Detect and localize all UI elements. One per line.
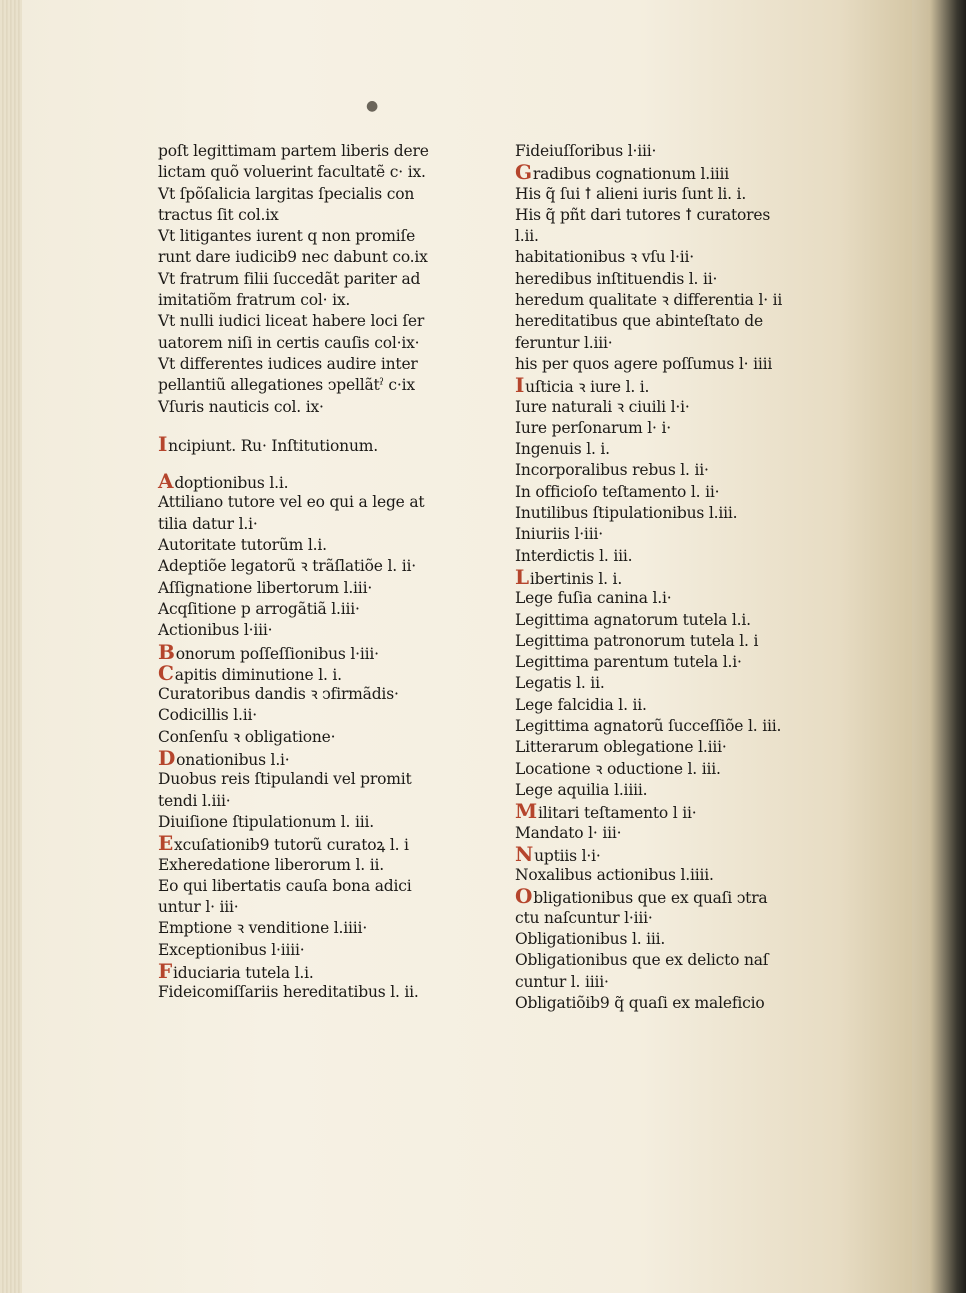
line-text: Vt differentes iudices audire inter [158, 354, 418, 373]
line-text: Fideiuſſoribus l·iii· [515, 142, 657, 160]
rubricated-initial: C [158, 660, 174, 685]
text-line [158, 620, 478, 641]
line-text: Inutilibus ſtipulationibus l.iii. [515, 504, 738, 523]
line-text: bligationibus que ex quaſi ↄtra [533, 889, 768, 908]
line-text: Incorporalibus rebus l. ii· [515, 461, 709, 480]
text-line [515, 141, 845, 162]
line-text: Exceptionibus l·iiii· [158, 940, 305, 959]
rubricated-initial: I [515, 373, 525, 398]
line-text: Exheredatione liberorum l. ii. [158, 855, 384, 874]
text-line [515, 865, 845, 886]
line-text: l.ii. [515, 227, 539, 246]
text-line [515, 290, 845, 311]
line-text: Curatoribus dandis ꝛ ↄfirmãdis· [158, 685, 399, 704]
line-text: Adeptiõe legatorũ ꝛ trãſlatiõe l. ii· [158, 557, 416, 576]
text-line [158, 918, 478, 939]
text-line [515, 503, 845, 524]
text-line [515, 397, 845, 418]
line-text: Lege fuſia canina l.i· [515, 589, 672, 608]
line-text: onorum poſſeſſionibus l·iii· [175, 644, 379, 663]
line-text: Vt litigantes iurent q non promiſe [158, 227, 416, 246]
line-text: tilia datur l.i· [158, 514, 258, 533]
rubricated-initial: A [158, 469, 174, 494]
line-text: Iure perſonarum l· i· [515, 418, 671, 437]
line-text: habitationibus ꝛ vſu l·ii· [515, 248, 695, 267]
section-gap [158, 455, 478, 471]
line-text: Iure naturali ꝛ ciuili l·i· [515, 397, 690, 416]
text-line [515, 375, 845, 396]
text-line [515, 184, 845, 205]
line-text: Autoritate tutorũm l.i. [158, 536, 327, 555]
text-line [515, 610, 845, 631]
text-line [158, 397, 478, 418]
line-text: hereditatibus que abinteſtato de [515, 312, 763, 331]
line-text: Actionibus l·iii· [158, 621, 273, 640]
page-edge [0, 0, 22, 1293]
rubricated-initial: N [515, 841, 534, 866]
text-line [515, 205, 845, 226]
line-text: Attiliano tutore vel eo qui a lege at [158, 493, 425, 512]
line-text: feruntur l.iii· [515, 333, 613, 352]
line-text: Emptione ꝛ venditione l.iiii· [158, 919, 368, 938]
text-line [158, 791, 478, 812]
line-text: Obligationibus l. iii. [515, 929, 666, 948]
line-text: his per quos agere poſſumus l· iiii [515, 354, 773, 373]
line-text: In officioſo teſtamento l. ii· [515, 482, 720, 501]
left-column [158, 141, 478, 1004]
text-line [515, 311, 845, 332]
text-line [515, 737, 845, 758]
line-text: xcuſationib9 tutorũ curatoꝝ l. i [174, 836, 409, 855]
text-line [158, 431, 478, 456]
line-text: Obligatiõib9 q̃ quaſi ex maleficio [515, 993, 765, 1012]
text-line [158, 311, 478, 332]
text-line [158, 684, 478, 705]
text-line [158, 354, 478, 375]
rubricated-initial: O [515, 884, 533, 909]
right-column [515, 141, 845, 1014]
text-line [158, 535, 478, 556]
text-line [158, 982, 478, 1003]
line-text: ibertinis l. i. [529, 569, 623, 588]
line-text: ncipiunt. Ru· Inſtitutionum. [168, 436, 378, 455]
text-line [515, 482, 845, 503]
text-line [158, 556, 478, 577]
text-line [515, 524, 845, 545]
line-text: Iniuriis l·iii· [515, 525, 603, 544]
line-text: doptionibus l.i. [174, 474, 289, 493]
line-text: Legittima agnatorũ ſucceſſiõe l. iii. [515, 717, 782, 736]
text-line [515, 695, 845, 716]
text-line [515, 631, 845, 652]
text-line [515, 972, 845, 993]
rubricated-initial: F [158, 958, 172, 983]
text-line [158, 290, 478, 311]
text-line [158, 660, 478, 685]
line-text: heredibus inſtituendis l. ii· [515, 269, 718, 288]
line-text: iduciaria tutela l.i. [173, 963, 314, 982]
ink-spot-icon: ● [366, 98, 379, 114]
line-text: apitis diminutione l. i. [174, 665, 342, 684]
rubricated-initial: B [158, 639, 175, 664]
line-text: imitatiõm fratrum col· ix. [158, 291, 351, 310]
line-text: Mandato l· iii· [515, 823, 622, 842]
line-text: uptiis l·i· [534, 846, 601, 865]
line-text: uatorem niſi in certis cauſis col·ix· [158, 333, 420, 352]
line-text: runt dare iudicib9 nec dabunt co.ix [158, 248, 428, 267]
text-line [158, 876, 478, 897]
text-line [515, 673, 845, 694]
line-text: Fideicomiſſariis hereditatibus l. ii. [158, 983, 419, 1002]
line-text: Duobus reis ſtipulandi vel promit [158, 770, 412, 789]
line-text: Locatione ꝛ oductione l. iii. [515, 759, 721, 778]
text-line [515, 460, 845, 481]
text-line [515, 841, 845, 866]
text-line [158, 226, 478, 247]
book-spine [906, 0, 966, 1293]
text-line [515, 162, 845, 183]
text-line [158, 897, 478, 918]
section-gap [158, 418, 478, 434]
text-line [158, 727, 478, 748]
text-line [515, 886, 845, 907]
text-line [515, 439, 845, 460]
text-line [158, 247, 478, 268]
line-text: Legittima agnatorum tutela l.i. [515, 610, 751, 629]
text-line [515, 716, 845, 737]
text-line [515, 759, 845, 780]
line-text: heredum qualitate ꝛ differentia l· ii [515, 291, 783, 310]
line-text: Legittima patronorum tutela l. i [515, 631, 759, 650]
line-text: Ingenuis l. i. [515, 440, 610, 459]
line-text: onationibus l.i· [176, 751, 290, 770]
text-line [158, 333, 478, 354]
text-line [158, 769, 478, 790]
line-text: ilitari teſtamento l ii· [537, 804, 697, 823]
text-line [515, 418, 845, 439]
text-line [515, 652, 845, 673]
text-line [515, 564, 845, 589]
line-text: His q̃ pñt dari tutores ꝉ curatores [515, 205, 771, 224]
rubricated-initial: M [515, 799, 537, 824]
text-line [515, 908, 845, 929]
line-text: Vt nulli iudici liceat habere loci ſer [158, 312, 425, 331]
line-text: Eo qui libertatis cauſa bona adici [158, 876, 412, 895]
line-text: Aſſignatione libertorum l.iii· [158, 578, 373, 597]
line-text: Noxalibus actionibus l.iiii. [515, 866, 714, 885]
line-text: tractus ſit col.ix [158, 205, 279, 224]
line-text: poſt legittimam partem liberis dere [158, 142, 429, 160]
text-line [515, 780, 845, 801]
line-text: lictam quõ voluerint facultatẽ c· ix. [158, 163, 426, 182]
rubricated-initial: L [515, 564, 529, 589]
text-line [158, 471, 478, 492]
text-line [158, 940, 478, 961]
line-text: Lege aquilia l.iiii. [515, 780, 648, 799]
line-text: His q̃ ſui ꝉ alieni iuris ſunt li. i. [515, 184, 747, 203]
line-text: Vt ſpõſalicia largitas ſpecialis con [158, 184, 415, 203]
rubricated-initial: E [158, 831, 174, 856]
text-line [158, 599, 478, 620]
line-text: tendi l.iii· [158, 791, 231, 810]
line-text: Obligationibus que ex delicto naſ [515, 951, 769, 970]
text-line [158, 492, 478, 513]
text-line [158, 375, 478, 396]
text-line [515, 247, 845, 268]
line-text: pellantiũ allegationes ↄpellãtˀ c·ix [158, 376, 415, 395]
text-line [515, 801, 845, 822]
text-line [158, 748, 478, 769]
text-line [158, 269, 478, 290]
text-line [158, 141, 478, 162]
rubricated-initial: I [158, 431, 168, 456]
line-text: Conſenſu ꝛ obligatione· [158, 727, 336, 746]
line-text: Legittima parentum tutela l.i· [515, 653, 742, 672]
text-line [158, 812, 478, 833]
line-text: ctu naſcuntur l·iii· [515, 908, 653, 927]
text-line [158, 958, 478, 983]
line-text: Vſuris nauticis col. ix· [158, 397, 324, 416]
line-text: Litterarum oblegatione l.iii· [515, 738, 727, 757]
text-line [515, 993, 845, 1014]
line-text: uſticia ꝛ iure l. i. [525, 378, 650, 397]
line-text: Diuiſione ſtipulationum l. iii. [158, 812, 374, 831]
text-line [158, 855, 478, 876]
line-text: cuntur l. iiii· [515, 972, 609, 991]
text-line [515, 333, 845, 354]
text-line [515, 269, 845, 290]
line-text: Legatis l. ii. [515, 674, 605, 693]
text-line [515, 546, 845, 567]
line-text: radibus cognationum l.iiii [532, 165, 729, 184]
line-text: Acqſitione p arrogãtiã l.iii· [158, 599, 360, 618]
text-line [158, 578, 478, 599]
line-text: untur l· iii· [158, 898, 239, 917]
text-line [158, 184, 478, 205]
text-line [158, 205, 478, 226]
text-line [515, 226, 845, 247]
line-text: Interdictis l. iii. [515, 546, 633, 565]
text-line [515, 823, 845, 844]
text-line [158, 639, 478, 664]
text-line [158, 514, 478, 535]
text-line [515, 950, 845, 971]
line-text: Vt fratrum filii ſuccedãt pariter ad [158, 269, 421, 288]
line-text: Lege falcidia l. ii. [515, 695, 647, 714]
text-line [515, 588, 845, 609]
rubricated-initial: D [158, 746, 176, 771]
text-line [158, 705, 478, 726]
text-line [515, 929, 845, 950]
text-line [158, 162, 478, 183]
rubricated-initial: G [515, 160, 532, 185]
text-line [515, 354, 845, 375]
line-text: Codicillis l.ii· [158, 706, 257, 725]
text-line [158, 833, 478, 854]
